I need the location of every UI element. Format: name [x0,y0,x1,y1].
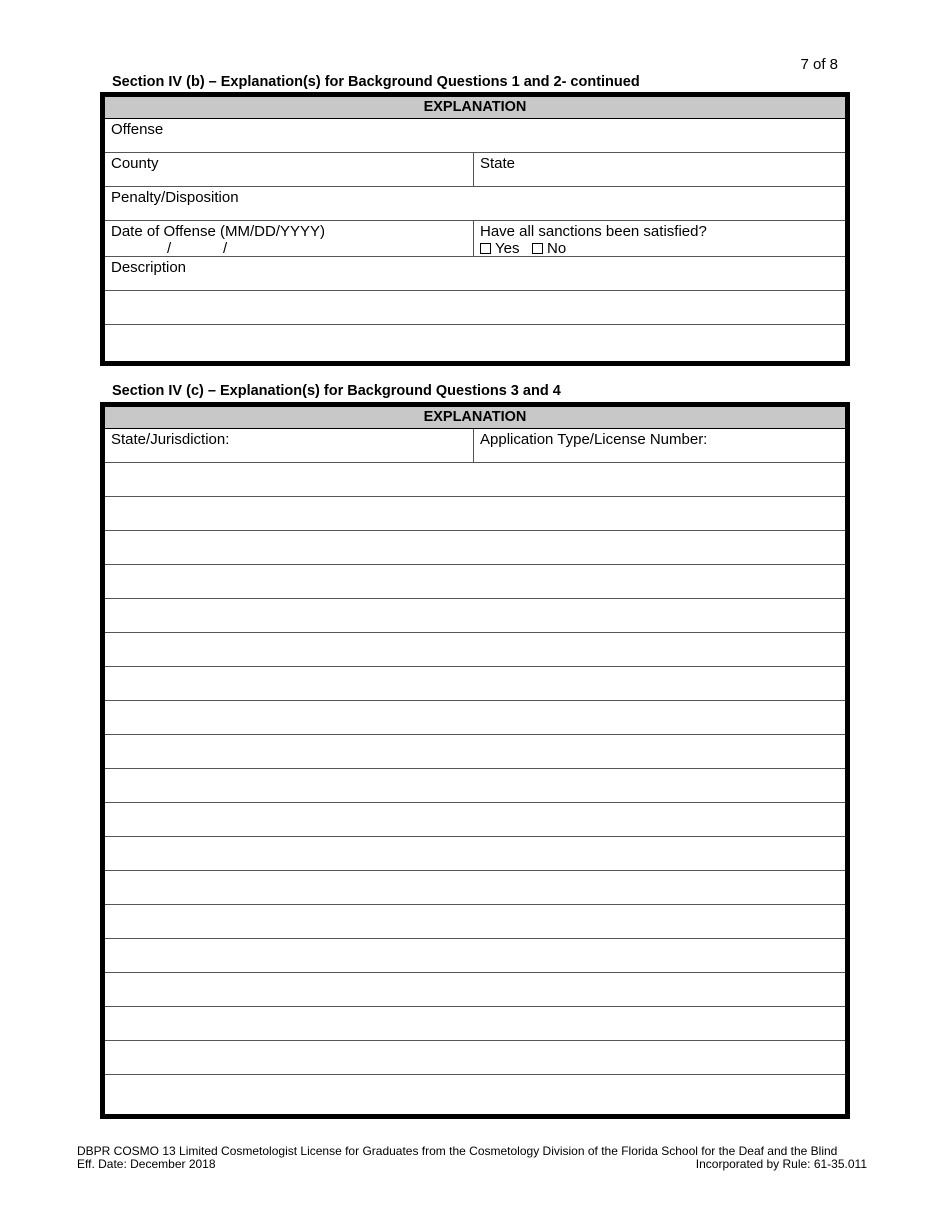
date-label: Date of Offense (MM/DD/YYYY) [111,223,325,240]
yes-checkbox-icon [480,243,491,254]
sanctions-label: Have all sanctions been satisfied? [480,223,707,240]
date-slash-1: / [167,240,172,257]
explanation-line[interactable] [105,735,845,769]
yes-checkbox[interactable] [480,240,519,257]
explanation-line[interactable] [105,905,845,939]
section-b-header: EXPLANATION [105,97,845,119]
state-jurisdiction-label: State/Jurisdiction: [111,431,230,448]
description-row [105,257,845,291]
section-c-title: Section IV (c) – Explanation(s) for Background Questions 3 and 4 [112,383,561,399]
explanation-line[interactable] [105,463,845,497]
no-checkbox-icon [532,243,543,254]
penalty-field[interactable] [105,187,845,220]
footer-rule: Incorporated by Rule: 61-35.011 [695,1157,867,1171]
yes-label: Yes [495,240,520,257]
description-line[interactable] [105,291,845,325]
sanctions-field [474,221,845,256]
date-sanctions-row [105,221,845,257]
state-label: State [480,155,516,172]
no-checkbox[interactable] [532,240,566,257]
county-field[interactable] [105,153,474,186]
section-c-table [100,402,850,1119]
explanation-line[interactable] [105,769,845,803]
explanation-line[interactable] [105,667,845,701]
description-line[interactable] [105,325,845,359]
county-state-row [105,153,845,187]
section-b-table [100,92,850,366]
state-jurisdiction-field[interactable] [105,429,474,462]
penalty-row [105,187,845,221]
application-type-label: Application Type/License Number: [480,431,708,448]
jurisdiction-row [105,429,845,463]
explanation-line[interactable] [105,531,845,565]
explanation-line[interactable] [105,1075,845,1109]
explanation-line[interactable] [105,973,845,1007]
date-slash-2: / [223,240,228,257]
offense-label: Offense [111,121,164,138]
penalty-label: Penalty/Disposition [111,189,239,206]
offense-row [105,119,845,153]
explanation-line[interactable] [105,599,845,633]
page-number: 7 of 8 [800,56,838,73]
date-slashes [111,240,467,257]
footer [77,1145,867,1171]
explanation-line[interactable] [105,497,845,531]
state-field[interactable] [474,153,845,186]
county-label: County [111,155,159,172]
explanation-line[interactable] [105,837,845,871]
explanation-line[interactable] [105,939,845,973]
explanation-line[interactable] [105,633,845,667]
no-label: No [547,240,567,257]
offense-field[interactable] [105,119,845,152]
explanation-line[interactable] [105,871,845,905]
explanation-line[interactable] [105,1041,845,1075]
description-label: Description [111,259,187,276]
section-c-header: EXPLANATION [105,407,845,429]
date-of-offense-field[interactable] [105,221,474,256]
explanation-line[interactable] [105,565,845,599]
footer-eff-date: Eff. Date: December 2018 [77,1157,216,1171]
explanation-line[interactable] [105,803,845,837]
section-b-title: Section IV (b) – Explanation(s) for Background Questions 1 and 2- continued [112,74,640,90]
description-field[interactable] [105,257,845,290]
footer-form-title: DBPR COSMO 13 Limited Cosmetologist License for Graduates from the Cosmetology Division of the Florida School for the Deaf and the Blind [77,1144,838,1158]
explanation-line[interactable] [105,1007,845,1041]
application-type-field[interactable] [474,429,845,462]
explanation-line[interactable] [105,701,845,735]
